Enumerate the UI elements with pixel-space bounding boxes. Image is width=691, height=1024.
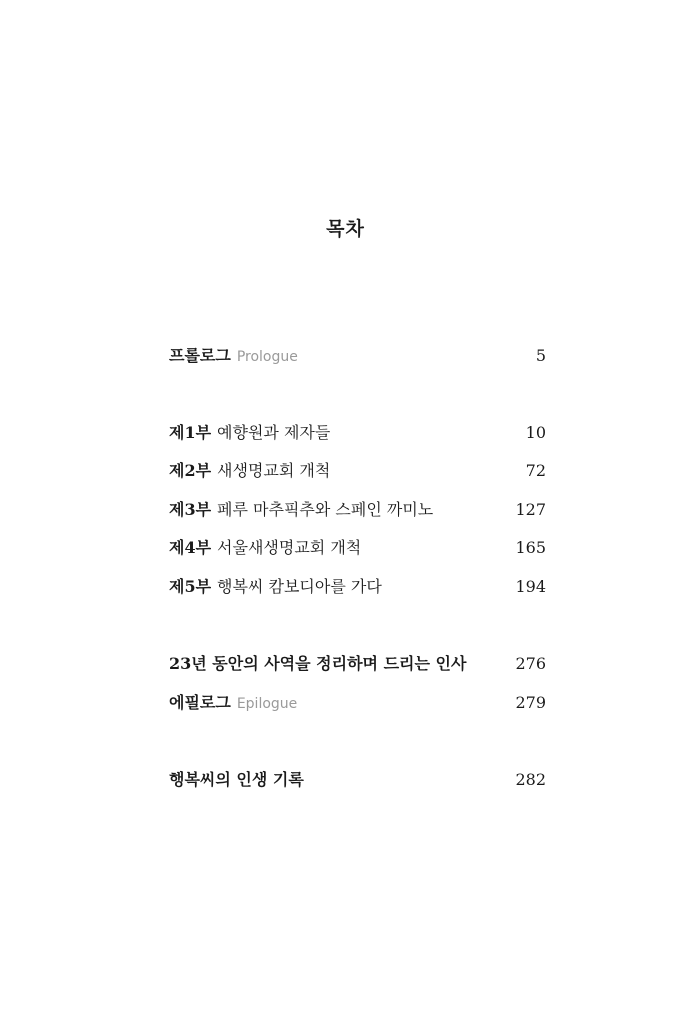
toc-entry-label: 행복씨의 인생 기록 bbox=[169, 770, 304, 789]
toc-entry-label: 프롤로그 bbox=[169, 346, 231, 365]
toc-entry-label: 에필로그 bbox=[169, 693, 231, 712]
toc-page-number: 5 bbox=[535, 346, 546, 365]
toc-part-label: 제2부 bbox=[169, 461, 212, 480]
toc-part-label: 제1부 bbox=[169, 423, 212, 442]
toc-entry-part-1[interactable] bbox=[169, 421, 546, 445]
toc-part-label: 제3부 bbox=[169, 500, 212, 519]
toc-part-title: 서울새생명교회 개척 bbox=[217, 538, 362, 557]
toc-page-number: 279 bbox=[515, 693, 546, 712]
toc-entry-greeting[interactable] bbox=[169, 652, 546, 676]
toc-part-title: 행복씨 캄보디아를 가다 bbox=[217, 577, 382, 596]
toc-entry-life-record[interactable] bbox=[169, 768, 546, 792]
toc-entry-part-5[interactable] bbox=[169, 575, 546, 599]
page-title: 목차 bbox=[326, 218, 365, 240]
toc-part-title: 예향원과 제자들 bbox=[217, 423, 331, 442]
toc-page-number: 194 bbox=[515, 577, 546, 596]
toc-part-label: 제5부 bbox=[169, 577, 212, 596]
toc-entry-part-3[interactable] bbox=[169, 498, 546, 522]
toc-page-number: 127 bbox=[515, 500, 546, 519]
toc-page-number: 165 bbox=[515, 538, 546, 557]
toc-entry-subtitle: Prologue bbox=[236, 349, 298, 365]
toc-page-number: 72 bbox=[525, 461, 546, 480]
toc-part-title: 새생명교회 개척 bbox=[217, 461, 331, 480]
toc-entry-part-2[interactable] bbox=[169, 459, 546, 483]
toc-entry-epilogue[interactable] bbox=[169, 691, 546, 715]
toc-page-number: 10 bbox=[525, 423, 546, 442]
toc-part-label: 제4부 bbox=[169, 538, 212, 557]
toc-entry-part-4[interactable] bbox=[169, 536, 546, 560]
toc-entry-prologue[interactable] bbox=[169, 344, 546, 368]
toc-page-number: 276 bbox=[515, 654, 546, 673]
toc-entry-label: 23년 동안의 사역을 정리하며 드리는 인사 bbox=[169, 654, 467, 673]
toc-entry-subtitle: Epilogue bbox=[236, 696, 298, 712]
toc-part-title: 페루 마추픽추와 스페인 까미노 bbox=[217, 500, 434, 519]
toc-page-number: 282 bbox=[515, 770, 546, 789]
